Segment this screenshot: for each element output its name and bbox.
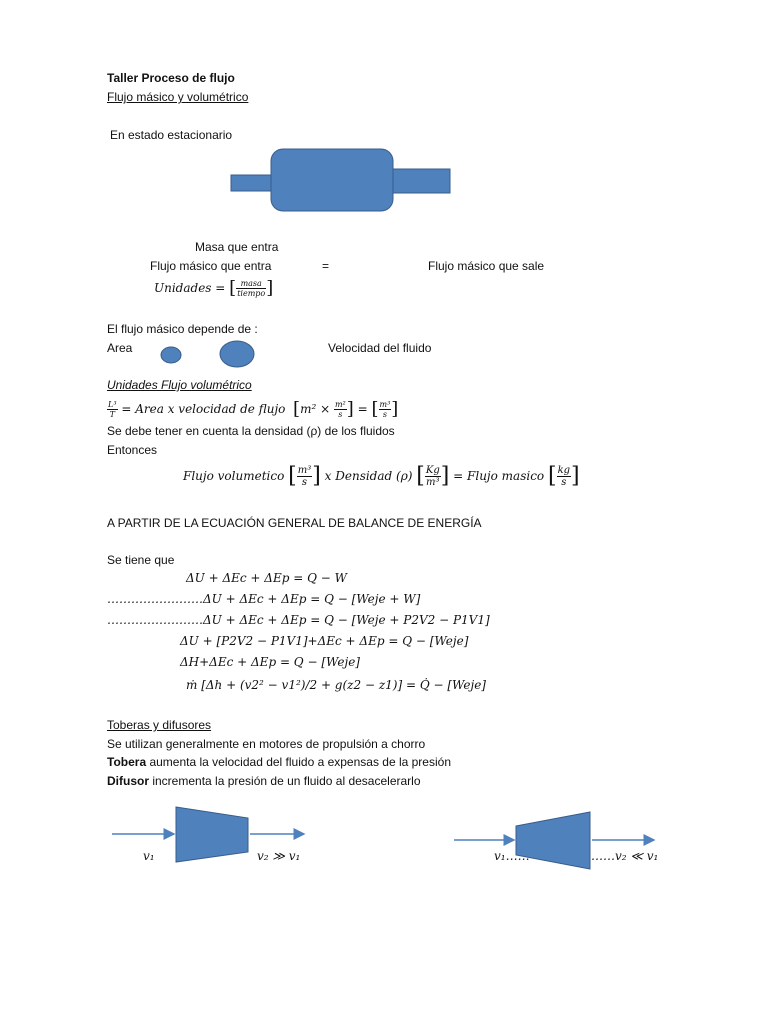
difusor-v2-label: ……v₂ ≪ v₁	[591, 849, 659, 863]
page-title: Taller Proceso de flujo	[107, 71, 235, 85]
lhs-num: L³	[108, 400, 117, 409]
toberas-line1: Se utilizan generalmente en motores de propulsión a chorro	[107, 737, 426, 751]
equals-sign: =	[322, 259, 330, 273]
depende-text: El flujo másico depende de :	[107, 322, 258, 336]
eq-part1: Flujo volumetico	[183, 469, 285, 483]
tobera-v2-label: v₂ ≫ v₁	[257, 849, 301, 863]
outlet-pipe	[392, 169, 450, 193]
energy-eq-5: ΔH+ΔEc + ΔEp = Q − [Weje]	[180, 655, 360, 669]
energy-eq-2: ……………………ΔU + ΔEc + ΔEp = Q − [Weje + W]	[107, 592, 421, 606]
estado-estacionario-text: En estado estacionario	[110, 128, 233, 142]
densidad-text: Se debe tener en cuenta la densidad (ρ) de los fluidos	[107, 424, 395, 438]
energy-eq-4: ΔU + [P2V2 − P1V1]+ΔEc + ΔEp = Q − [Weje]	[180, 634, 469, 648]
area-label: Area	[107, 341, 133, 355]
u2-den: m³	[426, 477, 440, 488]
masa-que-entra-text: Masa que entra	[195, 240, 279, 254]
entonces-text: Entonces	[107, 443, 158, 457]
u1-den: s	[301, 477, 308, 488]
unidades-num: masa	[236, 279, 266, 289]
energy-eq-1: ΔU + ΔEc + ΔEp = Q − W	[186, 571, 347, 585]
flujo-volumetrico-formula: $\frac{\text{L³}}{T}$ = Area x velocidad de flujo [m² × $\frac{\text{m²}}{s}$ ] = [ $\frac{\text{m³}}{s}$ ]	[108, 398, 399, 420]
tobera-line	[107, 755, 451, 769]
difusor-v1-label: v₁……	[494, 849, 530, 863]
tank-body	[271, 149, 393, 211]
unidades-formula: Unidades = [ $\frac{\text{masa}}{\text{tiempo}}$ ]	[154, 277, 274, 299]
area-circles	[159, 340, 259, 370]
unidades-flujo-heading: Unidades Flujo volumétrico	[107, 378, 252, 392]
difusor-line	[107, 774, 421, 788]
flujo-entra-text: Flujo másico que entra	[150, 259, 272, 273]
energy-eq-3: ……………………ΔU + ΔEc + ΔEp = Q − [Weje + P2V2 − P1V1]	[107, 613, 490, 627]
tobera-rest: aumenta la velocidad del fluido a expensas de la presión	[146, 755, 451, 769]
unidades-den: tiempo	[237, 289, 266, 298]
u3-num: kg	[557, 465, 571, 476]
large-circle	[220, 341, 254, 367]
difusor-diagram	[452, 808, 662, 874]
u1-num: m³	[297, 465, 312, 476]
difusor-rest: incrementa la presión de un fluido al desacelerarlo	[149, 774, 421, 788]
tank-diagram	[228, 146, 454, 214]
u3-den: s	[561, 477, 567, 488]
nozzle-shape	[176, 807, 248, 862]
densidad-equation: Flujo volumetico [ $\frac{\text{m³}}{s}$ ] x Densidad (ρ) [ $\frac{Kg}{\text{m³}}$ ] = Flujo masico [ $\frac{kg}{s}$ ]	[183, 463, 580, 489]
flujo-sale-text: Flujo másico que sale	[428, 259, 545, 273]
velocidad-label: Velocidad del fluido	[328, 341, 432, 355]
energy-eq-6: ṁ [Δh + (v2² − v1²)/2 + g(z2 − z1)] = Q̇ − [Weje]	[186, 678, 486, 692]
tobera-v1-label: v₁	[143, 849, 155, 863]
tobera-bold: Tobera	[107, 755, 147, 769]
balance-energia-heading: A PARTIR DE LA ECUACIÓN GENERAL DE BALANCE DE ENERGÍA	[107, 516, 482, 530]
inlet-pipe	[231, 175, 275, 191]
eq-part3: = Flujo masico	[453, 469, 545, 483]
eq-part2: x Densidad (ρ)	[324, 469, 413, 483]
lhs-den: T	[109, 410, 115, 419]
toberas-heading: Toberas y difusores	[107, 718, 212, 732]
section-heading-flujo: Flujo másico y volumétrico	[107, 90, 249, 104]
unidades-label: Unidades	[154, 281, 212, 295]
formula-text: = Area x velocidad de flujo	[121, 402, 286, 416]
difusor-bold: Difusor	[107, 774, 149, 788]
small-circle	[161, 347, 181, 363]
se-tiene-text: Se tiene que	[107, 553, 175, 567]
u2-num: Kg	[425, 465, 440, 476]
